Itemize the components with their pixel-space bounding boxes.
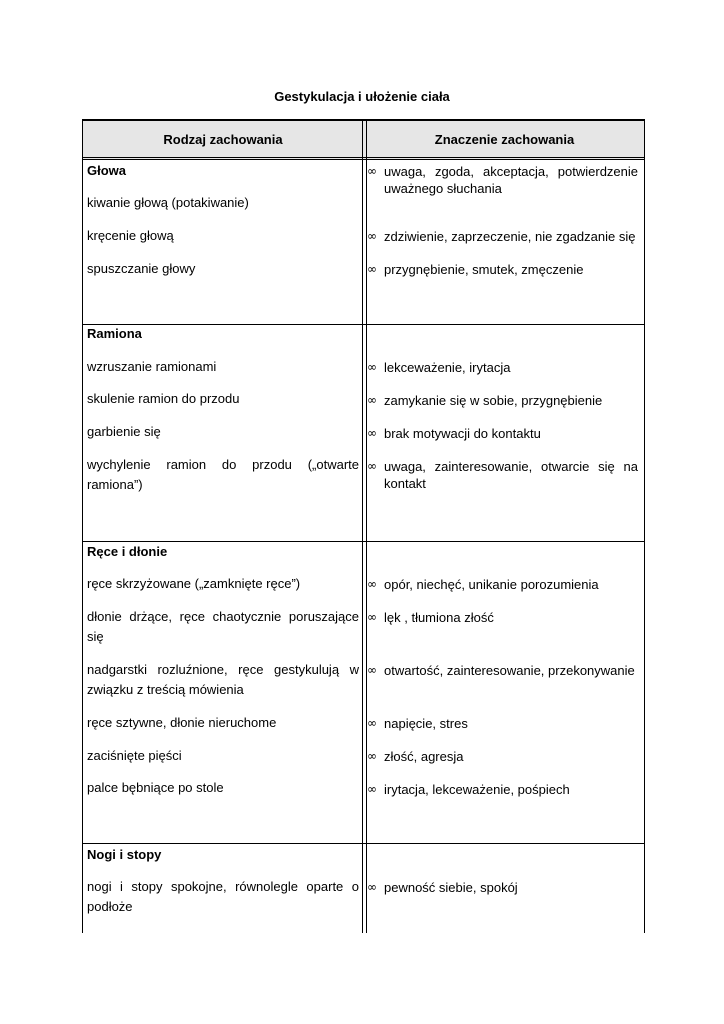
section-heading-head: Głowa — [87, 163, 127, 178]
behavior-cell: nadgarstki rozluźnione, ręce gestykulują w związku z treścią mówienia — [87, 662, 359, 697]
meaning-cell: ∞ opór, niechęć, unikanie porozumienia — [367, 577, 599, 592]
meaning-cell: ∞ pewność siebie, spokój — [367, 880, 518, 895]
meaning-cell: ∞ uwaga, zainteresowanie, otwarcie się na kontakt — [367, 459, 638, 491]
behavior-cell: palce bębniące po stole — [87, 780, 224, 795]
infinity-bullet-icon: ∞ — [367, 459, 377, 473]
meaning-cell: ∞ napięcie, stres — [367, 716, 468, 731]
meaning-cell: ∞ lęk , tłumiona złość — [367, 610, 494, 625]
infinity-bullet-icon: ∞ — [367, 880, 377, 894]
infinity-bullet-icon: ∞ — [367, 426, 377, 440]
section-heading-hands: Ręce i dłonie — [87, 544, 168, 559]
meaning-cell: ∞ brak motywacji do kontaktu — [367, 426, 541, 441]
meaning-cell: ∞ irytacja, lekceważenie, pośpiech — [367, 782, 570, 797]
meaning-cell: ∞ przygnębienie, smutek, zmęczenie — [367, 262, 584, 277]
behavior-cell: ręce sztywne, dłonie nieruchome — [87, 715, 277, 730]
infinity-bullet-icon: ∞ — [367, 716, 377, 730]
behavior-cell: kręcenie głową — [87, 228, 174, 243]
infinity-bullet-icon: ∞ — [367, 610, 377, 624]
meaning-cell: ∞ otwartość, zainteresowanie, przekonywanie — [367, 663, 635, 678]
meaning-cell: ∞ uwaga, zgoda, akceptacja, potwierdzenie uważnego słuchania — [367, 164, 638, 196]
infinity-bullet-icon: ∞ — [367, 577, 377, 591]
behavior-cell: ręce skrzyżowane („zamknięte ręce”) — [87, 576, 301, 591]
column-header-meaning: Znaczenie zachowania — [434, 132, 575, 147]
infinity-bullet-icon: ∞ — [367, 393, 377, 407]
column-header-behavior: Rodzaj zachowania — [163, 132, 283, 147]
section-heading-shoulders: Ramiona — [87, 326, 142, 341]
section-divider — [83, 843, 644, 844]
infinity-bullet-icon: ∞ — [367, 262, 377, 276]
meaning-cell: ∞ zamykanie się w sobie, przygnębienie — [367, 393, 603, 408]
behavior-cell: wzruszanie ramionami — [87, 359, 217, 374]
behavior-cell: dłonie drżące, ręce chaotycznie poruszające się — [87, 609, 359, 644]
behavior-cell: nogi i stopy spokojne, równolegle oparte o podłoże — [87, 879, 359, 914]
meaning-cell: ∞ zdziwienie, zaprzeczenie, nie zgadzanie się — [367, 229, 636, 244]
behavior-cell: spuszczanie głowy — [87, 261, 196, 276]
infinity-bullet-icon: ∞ — [367, 663, 377, 677]
behavior-cell: garbienie się — [87, 424, 161, 439]
section-heading-legs: Nogi i stopy — [87, 847, 162, 862]
behavior-cell: kiwanie głową (potakiwanie) — [87, 195, 249, 210]
infinity-bullet-icon: ∞ — [367, 164, 377, 178]
document-title: Gestykulacja i ułożenie ciała — [274, 89, 450, 104]
behavior-table — [82, 119, 645, 933]
behavior-cell: wychylenie ramion do przodu („otwarte ramiona”) — [87, 457, 359, 492]
meaning-cell: ∞ lekceważenie, irytacja — [367, 360, 511, 375]
infinity-bullet-icon: ∞ — [367, 229, 377, 243]
infinity-bullet-icon: ∞ — [367, 360, 377, 374]
infinity-bullet-icon: ∞ — [367, 782, 377, 796]
meaning-cell: ∞ złość, agresja — [367, 749, 464, 764]
behavior-cell: zaciśnięte pięści — [87, 748, 182, 763]
behavior-cell: skulenie ramion do przodu — [87, 391, 240, 406]
infinity-bullet-icon: ∞ — [367, 749, 377, 763]
